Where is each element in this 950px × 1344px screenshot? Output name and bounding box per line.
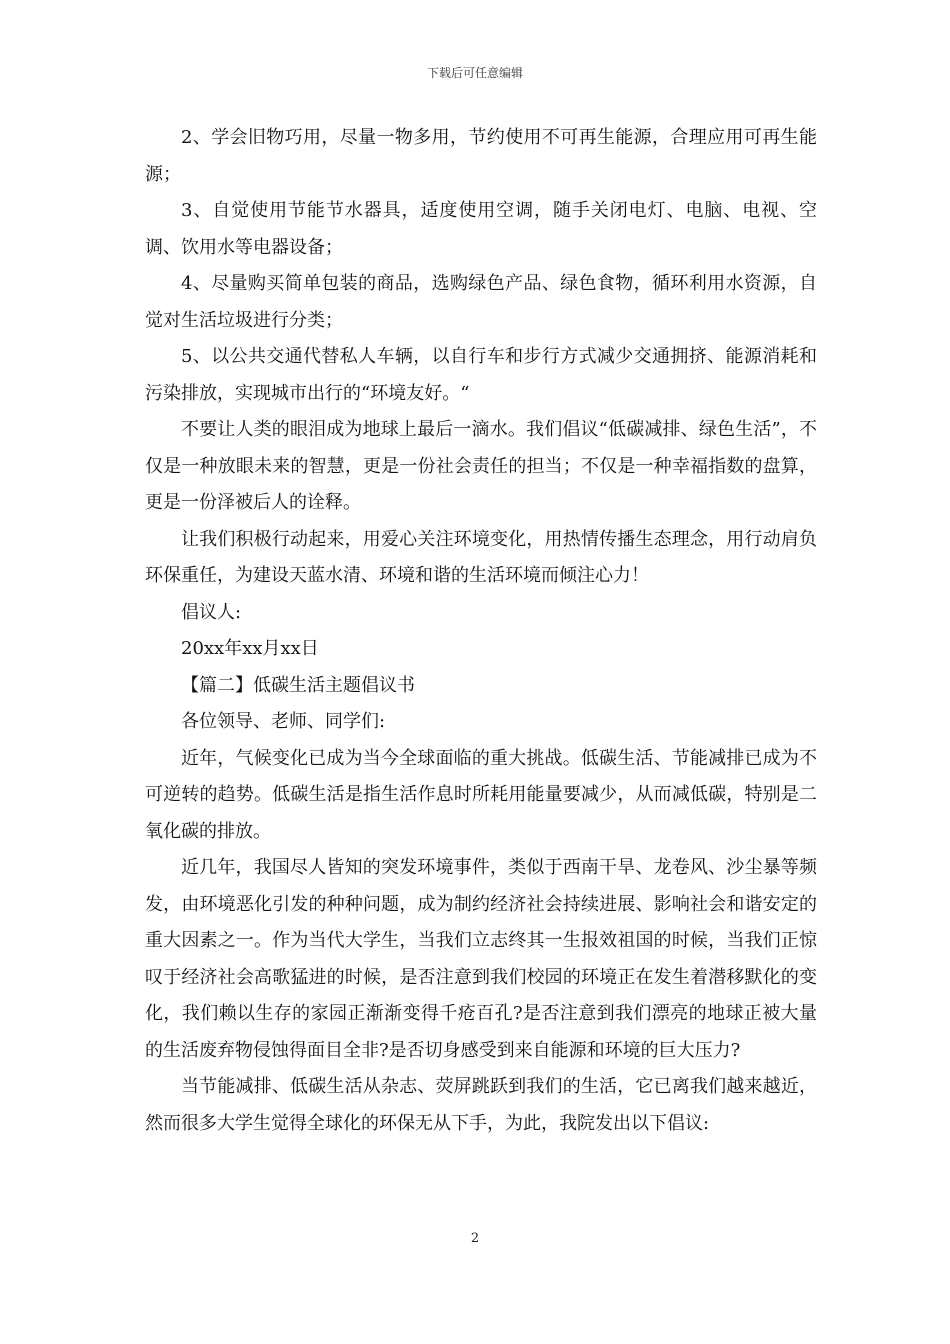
paragraph-call-to-action: 让我们积极行动起来，用爱心关注环境变化，用热情传播生态理念，用行动肩负环保重任，为建设天蓝水清、环境和谐的生活环境而倾注心力！ <box>145 528 817 586</box>
paragraph-item-2: 2、学会旧物巧用，尽量一物多用，节约使用不可再生能源，合理应用可再生能源； <box>145 127 817 185</box>
salutation: 各位领导、老师、同学们: <box>181 711 386 732</box>
paragraph-item-3: 3、自觉使用节能节水器具，适度使用空调，随手关闭电灯、电脑、电视、空调、饮用水等电器设备； <box>145 200 817 258</box>
section-heading: 【篇二】低碳生活主题倡议书 <box>181 674 415 696</box>
paragraph-events: 近几年，我国尽人皆知的突发环境事件，类似于西南干旱、龙卷风、沙尘暴等频发，由环境恶化引发的种种问题，成为制约经济社会持续进展、影响社会和谐安定的重大因素之一。作为当代大学生，当我们立志终其一生报效祖国的时候，当我们正惊叹于经济社会高歌猛进的时候，是否注意到我们校园的环境正在发生着潜移默化的变化，我们赖以生存的家园正渐渐变得千疮百孔?是否注意到我们漂亮的地球正被大量的生活废弃物侵蚀得面目全非?是否切身感受到来自能源和环境的巨大压力? <box>145 857 817 1061</box>
paragraph-item-4: 4、尽量购买简单包装的商品，选购绿色产品、绿色食物，循环利用水资源，自觉对生活垃圾进行分类； <box>145 273 817 331</box>
document-body <box>145 120 817 1142</box>
page-number: 2 <box>470 1231 480 1246</box>
page-header: 下载后可任意编辑 <box>426 66 523 80</box>
paragraph-initiative: 当节能减排、低碳生活从杂志、荧屏跳跃到我们的生活，它已离我们越来越近，然而很多大学生觉得全球化的环保无从下手，为此，我院发出以下倡议: <box>145 1076 817 1134</box>
signature-label: 倡议人: <box>181 601 242 623</box>
paragraph-item-5: 5、以公共交通代替私人车辆，以自行车和步行方式减少交通拥挤、能源消耗和污染排放，实现城市出行的“环境友好。“ <box>145 346 817 404</box>
signature-date: 20xx年xx月xx日 <box>181 638 319 659</box>
paragraph-tears: 不要让人类的眼泪成为地球上最后一滴水。我们倡议“低碳减排、绿色生活”，不仅是一种放眼未来的智慧，更是一份社会责任的担当；不仅是一种幸福指数的盘算，更是一份泽被后人的诠释。 <box>145 419 817 513</box>
paragraph-climate: 近年，气候变化已成为当今全球面临的重大挑战。低碳生活、节能减排已成为不可逆转的趋势。低碳生活是指生活作息时所耗用能量要减少，从而减低碳，特别是二氧化碳的排放。 <box>145 747 817 842</box>
